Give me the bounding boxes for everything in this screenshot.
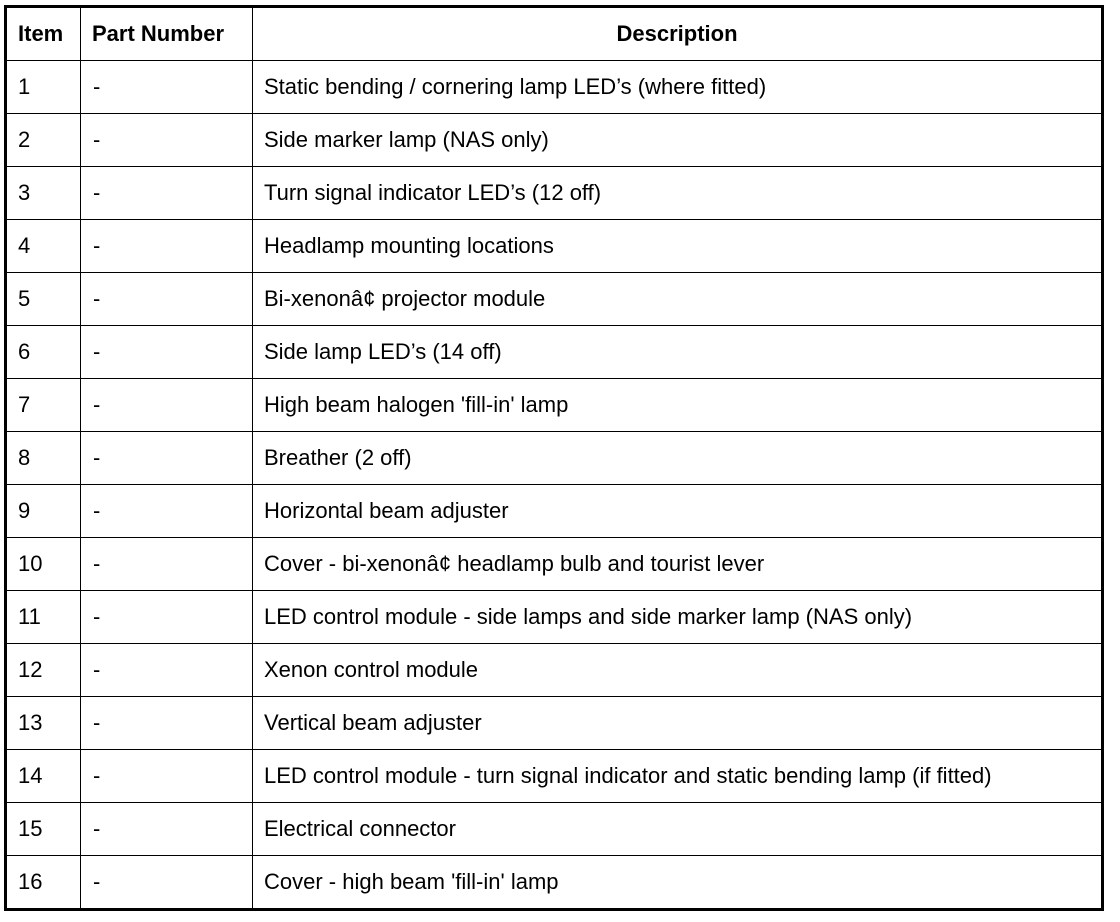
part-number-cell: -: [81, 220, 253, 273]
part-number-cell: -: [81, 485, 253, 538]
description-cell: Side marker lamp (NAS only): [253, 114, 1103, 167]
parts-table: [4, 5, 1104, 911]
table-row: [6, 326, 1103, 379]
description-cell: Side lamp LED’s (14 off): [253, 326, 1103, 379]
header-item: Item: [6, 7, 81, 61]
table-row: [6, 697, 1103, 750]
part-number-cell: -: [81, 379, 253, 432]
item-cell: 7: [6, 379, 81, 432]
item-cell: 3: [6, 167, 81, 220]
description-cell: Turn signal indicator LED’s (12 off): [253, 167, 1103, 220]
part-number-cell: -: [81, 697, 253, 750]
item-cell: 16: [6, 856, 81, 910]
item-cell: 12: [6, 644, 81, 697]
description-cell: Headlamp mounting locations: [253, 220, 1103, 273]
item-cell: 4: [6, 220, 81, 273]
table-row: [6, 538, 1103, 591]
part-number-cell: -: [81, 273, 253, 326]
table-row: [6, 432, 1103, 485]
table-row: [6, 167, 1103, 220]
part-number-cell: -: [81, 167, 253, 220]
description-cell: Xenon control module: [253, 644, 1103, 697]
part-number-cell: -: [81, 326, 253, 379]
description-cell: Breather (2 off): [253, 432, 1103, 485]
description-cell: Bi-xenonâ¢ projector module: [253, 273, 1103, 326]
description-cell: LED control module - turn signal indicator and static bending lamp (if fitted): [253, 750, 1103, 803]
description-cell: Cover - high beam 'fill-in' lamp: [253, 856, 1103, 910]
table-row: [6, 485, 1103, 538]
part-number-cell: -: [81, 856, 253, 910]
description-cell: Vertical beam adjuster: [253, 697, 1103, 750]
part-number-cell: -: [81, 114, 253, 167]
part-number-cell: -: [81, 644, 253, 697]
table-row: [6, 644, 1103, 697]
table-body: [6, 61, 1103, 910]
table-row: [6, 114, 1103, 167]
table-row: [6, 750, 1103, 803]
description-cell: Cover - bi-xenonâ¢ headlamp bulb and tourist lever: [253, 538, 1103, 591]
part-number-cell: -: [81, 591, 253, 644]
description-cell: High beam halogen 'fill-in' lamp: [253, 379, 1103, 432]
part-number-cell: -: [81, 750, 253, 803]
table-row: [6, 803, 1103, 856]
item-cell: 2: [6, 114, 81, 167]
item-cell: 6: [6, 326, 81, 379]
header-part-number: Part Number: [81, 7, 253, 61]
item-cell: 11: [6, 591, 81, 644]
item-cell: 1: [6, 61, 81, 114]
table-row: [6, 61, 1103, 114]
table-row: [6, 220, 1103, 273]
table-row: [6, 856, 1103, 910]
item-cell: 14: [6, 750, 81, 803]
part-number-cell: -: [81, 538, 253, 591]
description-cell: LED control module - side lamps and side marker lamp (NAS only): [253, 591, 1103, 644]
item-cell: 10: [6, 538, 81, 591]
item-cell: 15: [6, 803, 81, 856]
item-cell: 5: [6, 273, 81, 326]
header-description: Description: [253, 7, 1103, 61]
table-row: [6, 379, 1103, 432]
item-cell: 13: [6, 697, 81, 750]
description-cell: Horizontal beam adjuster: [253, 485, 1103, 538]
description-cell: Electrical connector: [253, 803, 1103, 856]
part-number-cell: -: [81, 61, 253, 114]
header-row: [6, 7, 1103, 61]
part-number-cell: -: [81, 803, 253, 856]
part-number-cell: -: [81, 432, 253, 485]
item-cell: 9: [6, 485, 81, 538]
item-cell: 8: [6, 432, 81, 485]
table-header: [6, 7, 1103, 61]
table-row: [6, 591, 1103, 644]
table-row: [6, 273, 1103, 326]
description-cell: Static bending / cornering lamp LED’s (where fitted): [253, 61, 1103, 114]
